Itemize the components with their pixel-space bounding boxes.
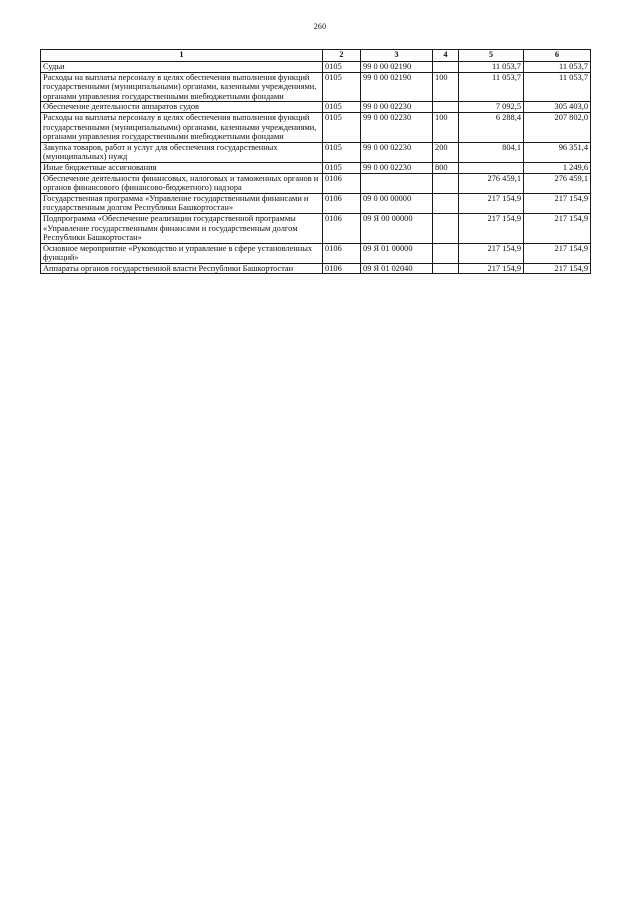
row-value-5: 7 092,5 <box>459 102 524 113</box>
table-row <box>41 102 591 113</box>
table-row <box>41 72 591 102</box>
row-type <box>433 243 459 263</box>
table-row <box>41 243 591 263</box>
row-value-5: 11 053,7 <box>459 72 524 102</box>
row-name: Аппараты органов государственной власти Республики Башкортостан <box>41 263 323 274</box>
row-value-6: 276 459,1 <box>524 173 591 193</box>
row-code: 99 0 00 02190 <box>361 72 433 102</box>
row-type: 100 <box>433 72 459 102</box>
row-value-5: 6 288,4 <box>459 112 524 142</box>
row-section: 0106 <box>323 173 361 193</box>
row-name: Судьи <box>41 62 323 73</box>
column-header: 4 <box>433 50 459 62</box>
row-code: 09 0 00 00000 <box>361 193 433 213</box>
row-code: 99 0 00 02230 <box>361 102 433 113</box>
table-row <box>41 193 591 213</box>
row-value-6: 217 154,9 <box>524 213 591 243</box>
row-value-6: 96 351,4 <box>524 142 591 162</box>
row-code <box>361 173 433 193</box>
row-value-5: 217 154,9 <box>459 243 524 263</box>
row-name: Иные бюджетные ассигнования <box>41 162 323 173</box>
row-value-5: 217 154,9 <box>459 263 524 274</box>
row-value-5: 804,1 <box>459 142 524 162</box>
row-section: 0105 <box>323 162 361 173</box>
table-row <box>41 213 591 243</box>
column-header: 6 <box>524 50 591 62</box>
row-section: 0105 <box>323 142 361 162</box>
row-value-6: 217 154,9 <box>524 193 591 213</box>
row-value-5: 11 053,7 <box>459 62 524 73</box>
row-value-6: 217 154,9 <box>524 243 591 263</box>
row-value-6: 1 249,6 <box>524 162 591 173</box>
row-type: 200 <box>433 142 459 162</box>
row-section: 0106 <box>323 213 361 243</box>
row-value-5: 276 459,1 <box>459 173 524 193</box>
row-name: Обеспечение деятельности финансовых, налоговых и таможенных органов и органов финансового (финансово-бюджетного) надзора <box>41 173 323 193</box>
row-name: Основное мероприятие «Руководство и управление в сфере установленных функций» <box>41 243 323 263</box>
row-code: 09 Я 01 00000 <box>361 243 433 263</box>
row-section: 0105 <box>323 62 361 73</box>
row-code: 09 Я 01 02040 <box>361 263 433 274</box>
row-code: 09 Я 00 00000 <box>361 213 433 243</box>
table-row <box>41 263 591 274</box>
row-value-5: 217 154,9 <box>459 193 524 213</box>
row-type: 100 <box>433 112 459 142</box>
row-type <box>433 173 459 193</box>
row-code: 99 0 00 02230 <box>361 162 433 173</box>
table-row <box>41 173 591 193</box>
row-value-6: 217 154,9 <box>524 263 591 274</box>
row-name: Государственная программа «Управление государственными финансами и государственным долгом Республики Башкортостан» <box>41 193 323 213</box>
row-section: 0106 <box>323 263 361 274</box>
row-name: Подпрограмма «Обеспечение реализации государственной программы «Управление государственными финансами и государственным долгом Республики Башкортостан» <box>41 213 323 243</box>
row-section: 0106 <box>323 193 361 213</box>
row-value-6: 305 403,0 <box>524 102 591 113</box>
column-header: 1 <box>41 50 323 62</box>
row-section: 0105 <box>323 112 361 142</box>
table-header-row <box>41 50 591 62</box>
row-section: 0106 <box>323 243 361 263</box>
row-section: 0105 <box>323 102 361 113</box>
row-code: 99 0 00 02230 <box>361 112 433 142</box>
row-value-6: 11 053,7 <box>524 62 591 73</box>
table-row <box>41 162 591 173</box>
row-value-5: 217 154,9 <box>459 213 524 243</box>
row-section: 0105 <box>323 72 361 102</box>
column-header: 2 <box>323 50 361 62</box>
budget-table <box>40 49 591 274</box>
table-row <box>41 62 591 73</box>
row-type: 800 <box>433 162 459 173</box>
row-name: Расходы на выплаты персоналу в целях обеспечения выполнения функций государственными (муниципальными) органами, казенными учреждениями, органами управления государственными внебюджетными фондами <box>41 72 323 102</box>
row-code: 99 0 00 02190 <box>361 62 433 73</box>
row-name: Закупка товаров, работ и услуг для обеспечения государственных (муниципальных) нужд <box>41 142 323 162</box>
row-name: Расходы на выплаты персоналу в целях обеспечения выполнения функций государственными (муниципальными) органами, казенными учреждениями, органами управления государственными внебюджетными фондами <box>41 112 323 142</box>
column-header: 5 <box>459 50 524 62</box>
row-type <box>433 193 459 213</box>
row-type <box>433 213 459 243</box>
page-number: 260 <box>313 22 327 31</box>
column-header: 3 <box>361 50 433 62</box>
row-value-5 <box>459 162 524 173</box>
table-row <box>41 142 591 162</box>
row-name: Обеспечение деятельности аппаратов судов <box>41 102 323 113</box>
row-value-6: 11 053,7 <box>524 72 591 102</box>
table-row <box>41 112 591 142</box>
row-code: 99 0 00 02230 <box>361 142 433 162</box>
row-value-6: 207 802,0 <box>524 112 591 142</box>
row-type <box>433 102 459 113</box>
row-type <box>433 62 459 73</box>
row-type <box>433 263 459 274</box>
